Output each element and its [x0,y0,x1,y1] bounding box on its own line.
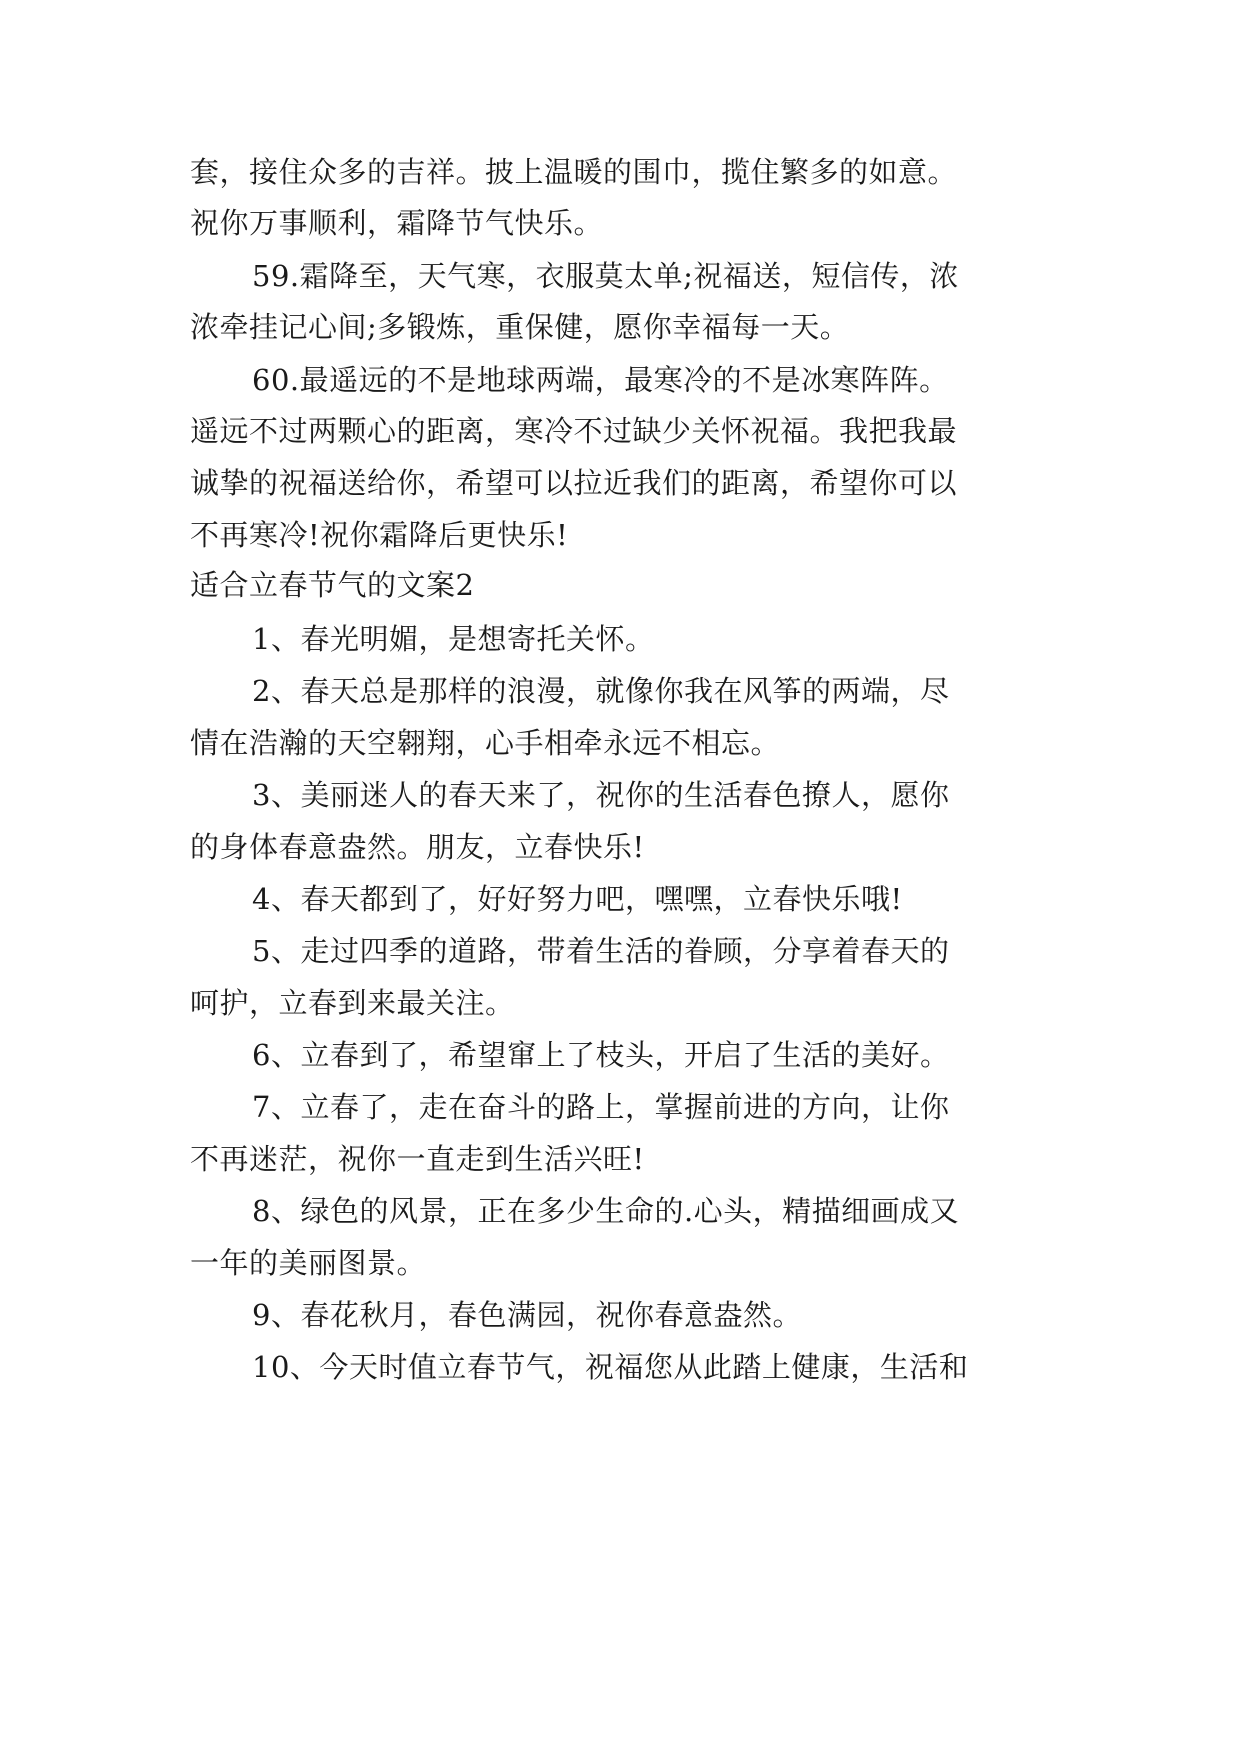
section-heading: 适合立春节气的文案2 [190,568,475,602]
list-item-1: 1、春光明媚，是想寄托关怀。 [252,622,655,656]
list-item-3: 3、美丽迷人的春天来了，祝你的生活春色撩人，愿你 [252,778,950,812]
list-item-60: 60.最遥远的不是地球两端，最寒冷的不是冰寒阵阵。 [252,363,949,397]
list-item-5: 5、走过四季的道路，带着生活的眷顾，分享着春天的 [252,934,950,968]
list-item-10: 10、今天时值立春节气，祝福您从此踏上健康，生活和 [252,1350,969,1384]
text-line: 诚挚的祝福送给你，希望可以拉近我们的距离，希望你可以 [190,466,958,500]
list-item-8: 8、绿色的风景，正在多少生命的.心头，精描细画成又 [252,1194,960,1228]
list-item-6: 6、立春到了，希望窜上了枝头，开启了生活的美好。 [252,1038,950,1072]
list-item-4: 4、春天都到了，好好努力吧，嘿嘿，立春快乐哦! [252,882,903,916]
text-line: 的身体春意盎然。朋友，立春快乐! [190,830,645,864]
list-item-2: 2、春天总是那样的浪漫，就像你我在风筝的两端，尽 [252,674,950,708]
text-line: 遥远不过两颗心的距离，寒冷不过缺少关怀祝福。我把我最 [190,414,958,448]
text-line: 呵护，立春到来最关注。 [190,986,515,1020]
text-line: 一年的美丽图景。 [190,1246,427,1280]
list-item-59: 59.霜降至，天气寒，衣服莫太单;祝福送，短信传，浓 [252,259,959,293]
text-line: 不再迷茫，祝你一直走到生活兴旺! [190,1142,645,1176]
text-line: 套，接住众多的吉祥。披上温暖的围巾，揽住繁多的如意。 [190,155,958,189]
text-line: 情在浩瀚的天空翱翔，心手相牵永远不相忘。 [190,726,781,760]
text-line: 不再寒冷!祝你霜降后更快乐! [190,518,569,552]
text-line: 祝你万事顺利，霜降节气快乐。 [190,206,604,240]
text-line: 浓牵挂记心间;多锻炼，重保健，愿你幸福每一天。 [190,310,850,344]
list-item-7: 7、立春了，走在奋斗的路上，掌握前进的方向，让你 [252,1090,950,1124]
list-item-9: 9、春花秋月，春色满园，祝你春意盎然。 [252,1298,802,1332]
